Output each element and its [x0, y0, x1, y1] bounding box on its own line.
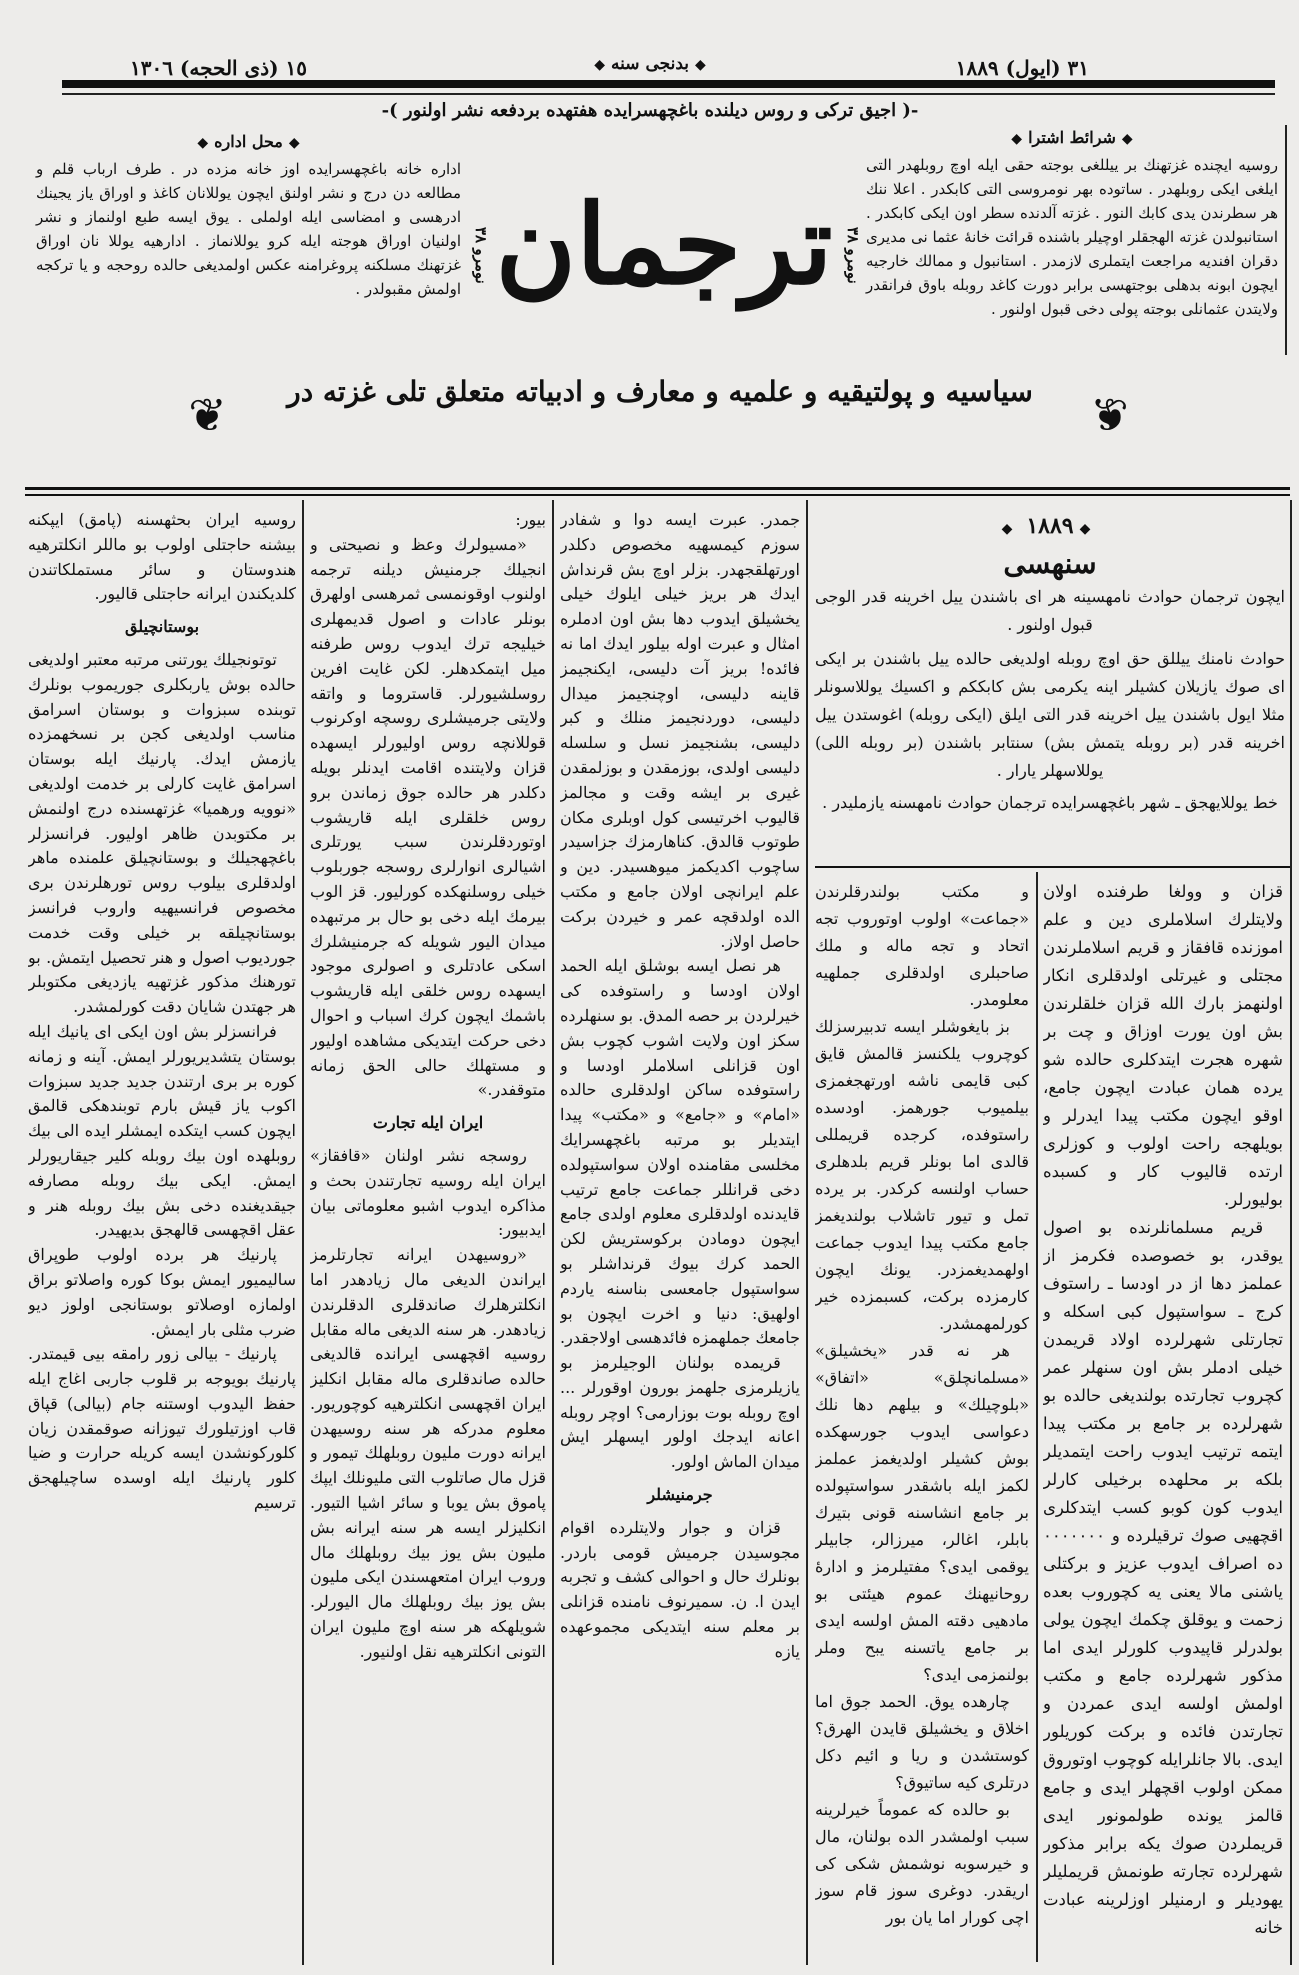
- box-border: [1285, 125, 1287, 355]
- subscription-line: ننك هر سطرندن يدى كابك النور . غزته آلدنده سطر اون ايكى: [866, 180, 1278, 222]
- subscription-heading: شرائط اشترا: [1028, 128, 1116, 147]
- article-paragraph: بيور:: [515, 510, 546, 529]
- ornament-icon: ◆: [197, 135, 209, 151]
- article-paragraph: «مسيولرك وعظ و نصيحتى و انجيلك جرمنيش ديلنه ترجمه اولنوب اوقونمسى ثمرهسى اولهرق بونلر عادات و اصول قديمهلرى خيليجه ترك ايدوب روس طرفنه ميل ايتمكدهلر. لكن غايت افرين روسلشيورلر. قاستروما و واتقه ولايتى جرميشلرى روسچه اوكرنوب قوللانچه روس اوليورلر ايسهده قزان ولايتنده اقامت ايدنلر بويله دكلدر هر حالده جوق زماندن برو روس خلقلرى ايله قاريشوب اوتوردقلرندن سبب يورتلرى اشيالرى انوارلرى روسجه جوربلوب خيلى روسلنهكده كورليور. قز الوب بيرمك ايله دخى بو حال بر مرتبهده ميدان اليور شويله كه جرمنيشلرك اسكى عادتلرى و اصولرى موجود ايسهده روس خلقى ايله قاريشوب باشمك ايچون كرك اسباب و احوال دخى حركت ايتديكى مشاهده اوليور و مستهلك حالى الحق زمانه متوقفدر.»: [310, 534, 546, 1100]
- notice-rule: [815, 866, 1290, 868]
- floral-ornament-icon: ❦: [1090, 388, 1129, 442]
- column-rule: [1290, 500, 1292, 1965]
- article-paragraph: فرانسزلر بش اون ايكى اى يانيك ايله بوستان يتشديريورلر ايمش. آينه و زمانه كوره بر برى ارتندن جديد جديد سبزوات اكوب ياز قيش بارم توبندهكى قالمق ايچون كسب ايتكده ايمشلر ايده الى بيك روبلهده اون بيك روبله كلير جيقاريورلر ايمش. ايكى بيك روبله مصارفه جيقديغنده دخى بش بيك روبله هنر و عقل اقچهسى قالهجق بديهيدر.: [28, 1021, 296, 1240]
- notice-paragraph: ايچون ترجمان حوادث نامهسينه هر اى باشندن ييل اخرينه قدر الوجى قبول اولنور .: [815, 587, 1285, 634]
- hijri-date: ١٥ (ذى الحجه) ١٣٠٦: [130, 56, 308, 80]
- article-paragraph: قزان و جوار ولايتلرده اقوام مجوسيدن جرميش قومى باردر. بونلرك حال و احوالى كشف و تجربه ايدن ا. ن. سميرنوف نامنده قزانلى بر معلم سنه ايتديكى مجموعهده يازه: [560, 1517, 800, 1661]
- subscription-line: كابكدر . استانبولدن غزته الهجقلر اوچيلر باشنده قرائت خانهٔ عثما: [866, 204, 1279, 246]
- article-column: [28, 508, 296, 1963]
- masthead-rule-thin: [25, 494, 1290, 496]
- subscription-line: روسيه ايچنده غزتهنك بر ييللغى بوجته حقى ايله اوچ روبلهدر: [897, 156, 1278, 174]
- article-paragraph: قزان و وولغا طرفنده اولان ولايتلرك اسلاملرى دين و علم اموزنده قافقاز و قريم اسلاملرندن مجتلى و غيرتلى اولدقلرى انكار اولنهمز بارك الله قزان خلقلرندن بش اون يورت اوزاق و چت بر شهره هجرت ايتدكلرى حالده شو يرده همان عبادت ايچون جامع، اوقو ايچون مكتب پيدا ايدرلر و بويلهجه راحت اولوب و كوزلرى ارتده قاليوب كار و كسبده بوليورلر.: [1043, 882, 1283, 1209]
- notice-paragraph: حوادث نامنك ييللق حق اوچ روبله اولديغى حالده ييل باشندن بر ايكى اى صوك يازيلان كشيلر اينه يكرمى بش كابككم و اكسيك يوللاسونلر مثلا ايول باشندن ييل اخرينه قدر التى ايلق (ايكى روبله) اغوستدن ييل اخرينه قدر (بر روبله يتمش بش) سنتابر باشندن (بر روبله اللى) يوللاسهلر يارار .: [815, 649, 1285, 780]
- subscription-notice-1889: [815, 510, 1285, 817]
- article-paragraph: پارنيك هر برده اولوب طوپراق ساليميور ايمش بوكا كوره واصلاتو براق اولمازه اوصلاتو بوستانجى اولوز ديو ضرب مثلى بار ايمش.: [28, 1245, 296, 1339]
- year-label-wrap: [520, 54, 780, 74]
- subscription-line: ممالك خارجيه ايچون ابونه بدهلى بوجتهسى برابر دورت كاغد روبله: [866, 252, 1278, 294]
- article-paragraph: هر نه قدر «يخشيلق» «مسلمانچلق» «اتفاق» «بلوچيلك» و بيلهم دها نلك دعواسى ايدوب جورسهكده بوش كشيلر اولديغمز عملمز لكمز ايله باشقدر سواستپولده بر جامع انشاسنه قونى بتيرك بابلر، اغالر، ميرزالر، جابيلر يوقمى ايدى؟ مفتيلرمز و ادارهٔ روحانيهنك عموم هيئتى بو مادهيى دقته المش اولسه ايدى بر جامع ياتسنه يبح وملر بولنمزمى ايدى؟: [815, 1341, 1029, 1684]
- notice-year-wrap: [815, 510, 1285, 545]
- section-heading: جرمنيشلر: [647, 1485, 713, 1505]
- masthead-slogan: سياسيه و پولتيقيه و علميه و معارف و ادبياته متعلق تلى غزته در: [287, 375, 1033, 408]
- publication-subtitle: -( اجيق تركى و روس ديلنده باغچهسرايده هفتهده بردفعه نشر اولنور )-: [381, 100, 919, 121]
- article-paragraph: قريمده بولنان الوجيلرمز بو يازيلرمزى جلهمز بورون اوقورلر ... اوچ روبله بوت بوزارمى؟ اوچر روبله اعانه ايدجك اولور ايسهلر ايش ميدان الماش اولور.: [560, 1353, 800, 1472]
- admin-line: اولنيان اوراق هوجته ايله كرو يوللانماز . ادارهيه يوللا: [108, 232, 461, 250]
- ornament-icon: ◆: [1121, 131, 1133, 147]
- article-column: [815, 878, 1029, 1963]
- ornament-icon: ◆: [1001, 521, 1021, 537]
- article-paragraph: روسيه ايران بحثهسنه (پامق) ايپكنه بيشنه حاجتلى اولوب بو ماللر انكلترهيه هندوستان و سائر مستملكاتندن كلديكندن ايرانه حاجتلى قاليور.: [28, 510, 296, 604]
- admin-box: [36, 130, 461, 301]
- article-paragraph: قريم مسلمانلرنده بو اصول يوقدر، بو خصوصده فكرمز از عملمز دها از در اودسا ـ راستوف كرج ـ سواستپول كبى اسكله و تجارتلى شهرلرده اولاد قريمدن خيلى ادملر بش اون سنهلر عمر كچروب تجارتده بولنديغى حالده بو شهرلرده بر جامع بر مكتب پيدا ايتمه ترتيب ايدوب راحت ايتمديلر بلكه بر محلهده برخيلى كارلر ايدوب كون كوبو كسب ايتدكلرى اقچهيى صوك ترقيلرده و ٠٠٠٠٠٠٠ ده اصراف ايدوب عزيز و بركتلى ياشنى مالا يعنى يه كچوروب بعده زحمت و يوقلق چكمك ايچون يولى بولدرلر قاپيدوب كلورلر ايدى اما مذكور شهرلرده جامع و مكتب اولمش اولسه ايدى عمردن و تجارتدن فائده و بركت كوريلور ايدى. بالا جانلرايله كوچوب اوتوروق ممكن اولوب اقچهلر ايدى و جامع قالمز يونده طولمونور ايدى قريملردن صوك يكه برابر مذكور شهرلرده تجارته طونمش قريمليلر يهوديلر و ارمنيلر اوزلرينه عبادت خانه: [1043, 1218, 1283, 1937]
- masthead-rule: [25, 487, 1290, 490]
- notice-paragraph: خط يوللايهجق ـ شهر باغچهسرايده ترجمان حوادث نامهسنه يازمليدر .: [822, 793, 1278, 812]
- admin-line: روحجه و يا تركجه اولمش مقبولدر .: [36, 256, 461, 298]
- admin-box-heading: محل اداره: [214, 132, 283, 151]
- article-paragraph: بو حالده كه عموماً خيرلرينه سبب اولمشدر الده بولنان، مال و خيرسوبه نوشمش شكى كى اريقدر. دوغرى سوز قام سوز اچى كورار اما يان بور: [815, 1800, 1029, 1927]
- admin-box-heading-wrap: [36, 130, 461, 155]
- issue-number-left: نومرو ٣٨: [472, 226, 490, 284]
- issue-number-right: نومرو ٣٨: [844, 226, 862, 284]
- article-paragraph: روسجه نشر اولنان «قافقاز» ايران ايله روسيه تجارتندن بحث و مذاكره ايدوب اشبو معلوماتى بيان ايدبيور:: [310, 1145, 546, 1240]
- ornament-icon: ◆: [1011, 131, 1023, 147]
- admin-line: يجينك ادرهسى و امضاسى ايله اولملى . يوق ايسه طبع اولنماز و نشر: [36, 184, 461, 226]
- subscription-line: باوق فرانقدر ولايتدن عثمانلى بوجته پولى دخى قبول اولنور .: [866, 276, 1278, 318]
- article-paragraph: بز بايغوشلر ايسه تدبيرسزلك كوچروب يلكنسز قالمش قايق كبى قايمى ناشه اورتهجغمزى بيلميوب جورهمز. اودسده راستوفده، كرجده قريمللى قالدى اما بونلر قريم بلدهلرى حساب اولنسه كركدر. بر يرده تمل و تيور تاشلاب بولنديغمز جامع مكتب پيدا ايدوب جماعت اولهمديغمزدر. يونك ايچون كارمزده بركت، كسبمزده خير كورلمهمشدر.: [815, 1017, 1029, 1333]
- masthead-title: ترجمان: [495, 180, 833, 309]
- ornament-icon: ◆: [694, 57, 706, 73]
- column-rule: [302, 500, 304, 1965]
- column-rule: [1036, 872, 1038, 1962]
- notice-year: ١٨٨٩: [1026, 513, 1074, 539]
- column-rule: [806, 500, 808, 1965]
- article-column: [560, 508, 800, 1963]
- article-column: [310, 508, 546, 1963]
- gregorian-date: ٣١ (ايول) ١٨٨٩: [955, 56, 1089, 80]
- subscription-heading-wrap: [866, 126, 1278, 151]
- section-heading: بوستانچيلق: [124, 617, 200, 637]
- article-paragraph: چارهده يوق. الحمد جوق اما اخلاق و يخشيلق قايدن الهرق؟ كوستشدن و ريا و ائيم دكل درتلرى كيه ساتيوق؟: [815, 1692, 1029, 1792]
- header-rule: [62, 80, 1275, 88]
- article-paragraph: توتونجيلك يورتنى مرتبه معتبر اولديغى حالده بوش ياربكلرى جوريموب بونلرك توبنده سبزوات و بوستان اسرامق مناسب اولديغى كجن بر نسخهمزده يازمش ايدك. پارنيك ايله بوستان اسرامق غايت كارلى بر خدمت اولديغى «نوويه ورهميا» غزتهسنده درج اولنمش بر مكتوبدن ظاهر اوليور. فرانسزلر باغچهجيلك و بوستانچيلق علمنده ماهر اولدقلرى بيلوب روس تورهلرندن برى مخصوص فرانسيهيه واروب فرانسز بوستانچيلقه بر خيلى وقت خدمت جورديوب اصول و هنر تحصيل ايتمش. بو تورهنك مذكور غزتهيه يازديغى مكتوبلر هر جهتدن شايان دقت كورلمشدر.: [28, 649, 296, 1017]
- admin-line: اداره خانه باغچهسرايده اوز خانه مزده در . طرف ارباب قلم و: [36, 160, 461, 178]
- admin-line: نان اوراق غزتهنك مسلكنه پروغرامنه عكس اولمديغى حالده: [36, 232, 461, 274]
- article-paragraph: هر نصل ايسه بوشلق ايله الحمد اولان اودسا و راستوفده كى خيرلردن بر حصه المدق. بو سنهلرده سكز اون ولايت اشوب كچوب بش اون قزانلى اسلاملر اودسا و راستوفده ساكن اولدقلرى حالده «امام» و «جامع» و «مكتب» پيدا ايتديلر بو مرتبه باغچهسرايك مخلسى مقامنده اولان سواستپولده دخى قرانللر جماعت جامع ترتيب قايدنده اولدقلرى معلوم اولدى جامع ايچون دومادن بركوستريش لكن الحمد كرك بيوك قرنداشلر بو سواستپول جامعسى بناسنه ياردم اولهيق: دنيا و اخرت ايچون بو جامعك جملهمزه فائدهسى اولاجقدر.: [560, 956, 800, 1348]
- year-label: بدنجى سنه: [611, 54, 689, 74]
- ornament-icon: ◆: [288, 135, 300, 151]
- ornament-icon: ◆: [594, 57, 606, 73]
- article-paragraph: پارنيك - بيالى زور رامقه بيى قيمتدر. پارنيك بويوجه بر قلوب جاربى اغاج ايله حفظ اليدوب اوستنه جام (بيالى) قپاق قاب اوزتيلورك تيوزانه صوقمقدن زيان كلوركونشدن ايسه كريله حرارت و ضيا كلور پارنيك ايله اوسده ساچيلهجق ترسيم: [28, 1344, 296, 1513]
- article-paragraph: جمدر. عبرت ايسه دوا و شفادر سوزم كيمسهيه مخصوص دكلدر اورتهلقجهدر. بزلر اوچ بش قرنداش ايدك هر بريز خيلى ايلوك خيلى يخشيلق ايدوب دها بش اون ادملره امثال و عبرت اوله بيلور ايدك اما نه فائده! بريز آت دليسى، ايكنجيمز قاينه دليسى، اوچنجيمز ميدال دليسى، دوردنجيمز منلك و كبر دليسى، بشنجيمز نسل و سلسله دليسى اولدى، بوزمقدن و بوزلمقدن غيرى بر ايشه وقت و مجالمز قاليوب اخرتيسى كول اوبلرى مكان طوتوب قالدق. كناهارمزك جزاسيدر ساچوب اكديكمز ميوهسيدر. دين و علم ايرانچى اولان جامع و مكتب الده اولدقچه عمر و خيردن بركت حاصل اولاز.: [560, 510, 800, 951]
- floral-ornament-icon: ❦: [188, 388, 227, 442]
- subscription-line: نى مديرى دقران افنديه مراجعت ايتملرى لازمدر . استانبول و: [866, 228, 1278, 270]
- section-heading: ايران ايله تجارت: [372, 1113, 484, 1133]
- article-column: [1043, 878, 1283, 1963]
- article-paragraph: و مكتب بولندرقلرندن «جماعت» اولوب اوتوروب تجه اتحاد و تجه ماله و ملك صاحبلرى اولدقلرى جملهيه معلومدر.: [815, 882, 1029, 1009]
- subscription-line: التى ايلغى ايكى روبلهدر . ساتوده بهر نومروسى التى كابكدر . اعلا: [866, 156, 1278, 198]
- column-rule: [552, 500, 554, 1965]
- subscription-box: [866, 126, 1278, 321]
- admin-line: مطالعه دن درج و نشر اولنق ايچون يوللانان كاغذ و اوراق ياز: [77, 184, 461, 202]
- notice-suffix: سنهسى: [1003, 547, 1097, 580]
- subscription-text: [866, 153, 1278, 321]
- admin-text: [36, 157, 461, 301]
- article-paragraph: «روسيهدن ايرانه تجارتلرمز ايراندن الديغى مال زيادهدر اما انكلترهلرك صاندقلرى الدقلرندن زيادهدر. هر سنه الديغى ماله مقابل روسيه اقچهسى ايرانده قالديغى حالده صاندقلرى ماله مقابل انكليز ايران اقچهسى انكلترهيه كوچوريور. معلوم مدركه هر سنه روسيهدن ايرانه دورت مليون روبلهلك تيمور و قزل مال صاتلوب التى مليونلك ايپك پاموق بش يوبا و سائر اشيا التيور. انكليزلر ايسه هر سنه ايرانه بش مليون بش يوز بيك روبلهلك مال وروب ايران امتعهسندن ايكى مليون بش يوز بيك روبلهلك مال اليورلر. شويلهكه هر سنه اوچ مليون ايران التونى انكلترهيه نقل اولنيور.: [310, 1245, 546, 1661]
- ornament-icon: ◆: [1079, 521, 1099, 537]
- header-rule-thin: [62, 93, 1275, 95]
